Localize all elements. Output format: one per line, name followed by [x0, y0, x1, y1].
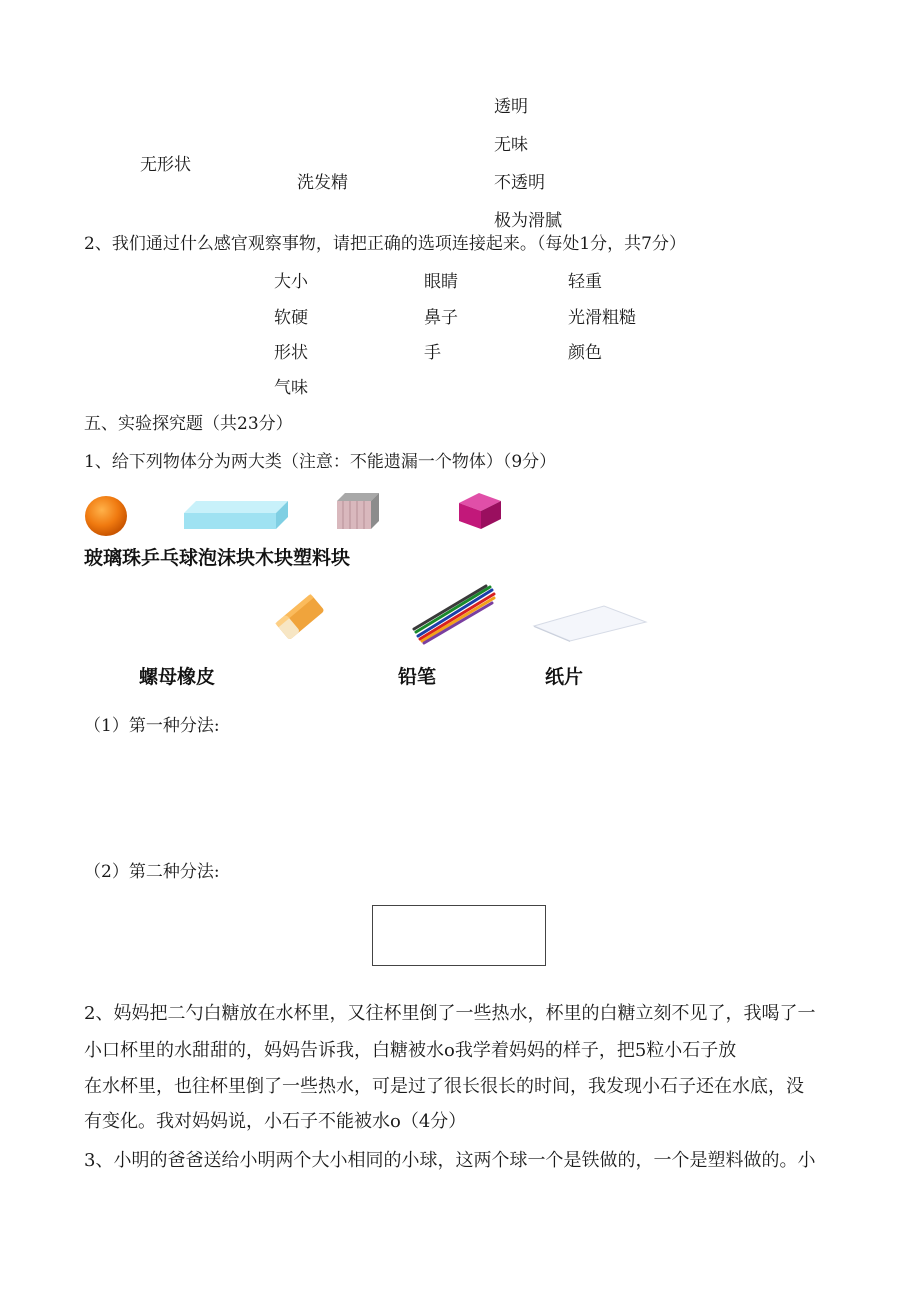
section5-title: 五、实验探究题（共23分）	[84, 414, 293, 434]
answer-box[interactable]	[372, 905, 546, 966]
s5-q2-line-2: 小口杯里的水甜甜的，妈妈告诉我，白糖被水o我学着妈妈的样子，把5粒小石子放	[84, 1040, 737, 1061]
method1-label: （1）第一种分法:	[84, 716, 220, 736]
match1-left-item: 无形状	[140, 155, 191, 175]
row2-label-1: 螺母橡皮	[139, 666, 216, 688]
plastic-block-icon	[455, 493, 503, 531]
row1-object-labels: 玻璃珠乒乓球泡沫块木块塑料块	[84, 547, 351, 569]
q2-col2-item-3: 手	[424, 343, 441, 363]
q2-col2-item-2: 鼻子	[424, 308, 458, 328]
method2-label: （2）第二种分法:	[84, 862, 220, 882]
orange-ball-icon	[84, 494, 130, 538]
eraser-icon	[271, 588, 329, 646]
paper-sheet-icon	[530, 604, 648, 642]
s5-q2-line-4: 有变化。我对妈妈说，小石子不能被水o（4分）	[84, 1111, 467, 1132]
q2-col1-item-2: 软硬	[274, 308, 308, 328]
s5-q2-line-3: 在水杯里，也往杯里倒了一些热水，可是过了很长很长的时间，我发现小石子还在水底，没	[84, 1076, 804, 1097]
match1-right-item-4: 极为滑腻	[494, 211, 562, 231]
q2-col3-item-1: 轻重	[568, 272, 602, 292]
q2-col1-item-4: 气味	[274, 378, 308, 398]
foam-block-icon	[184, 497, 288, 531]
q2-col2-item-1: 眼睛	[424, 272, 458, 292]
q2-col1-item-1: 大小	[274, 272, 308, 292]
pencils-icon	[412, 584, 496, 644]
wood-block-icon	[337, 491, 381, 531]
s5-q3-line: 3、小明的爸爸送给小明两个大小相同的小球，这两个球一个是铁做的，一个是塑料做的。小	[84, 1150, 816, 1171]
s5-q1-prompt: 1、给下列物体分为两大类（注意：不能遗漏一个物体）（9分）	[84, 452, 557, 472]
match1-right-item-3: 不透明	[494, 173, 545, 193]
match1-right-item-1: 透明	[494, 97, 528, 117]
q2-prompt: 2、我们通过什么感官观察事物，请把正确的选项连接起来。（每处1分，共7分）	[84, 234, 686, 254]
q2-col3-item-2: 光滑粗糙	[568, 308, 636, 328]
q2-col1-item-3: 形状	[274, 343, 308, 363]
q2-col3-item-3: 颜色	[568, 343, 602, 363]
row2-label-2: 铅笔	[398, 666, 437, 688]
match1-middle-item: 洗发精	[297, 173, 348, 193]
s5-q2-line-1: 2、妈妈把二勺白糖放在水杯里，又往杯里倒了一些热水，杯里的白糖立刻不见了，我喝了一	[84, 1003, 816, 1024]
match1-right-item-2: 无味	[494, 135, 528, 155]
row2-label-3: 纸片	[545, 666, 584, 688]
